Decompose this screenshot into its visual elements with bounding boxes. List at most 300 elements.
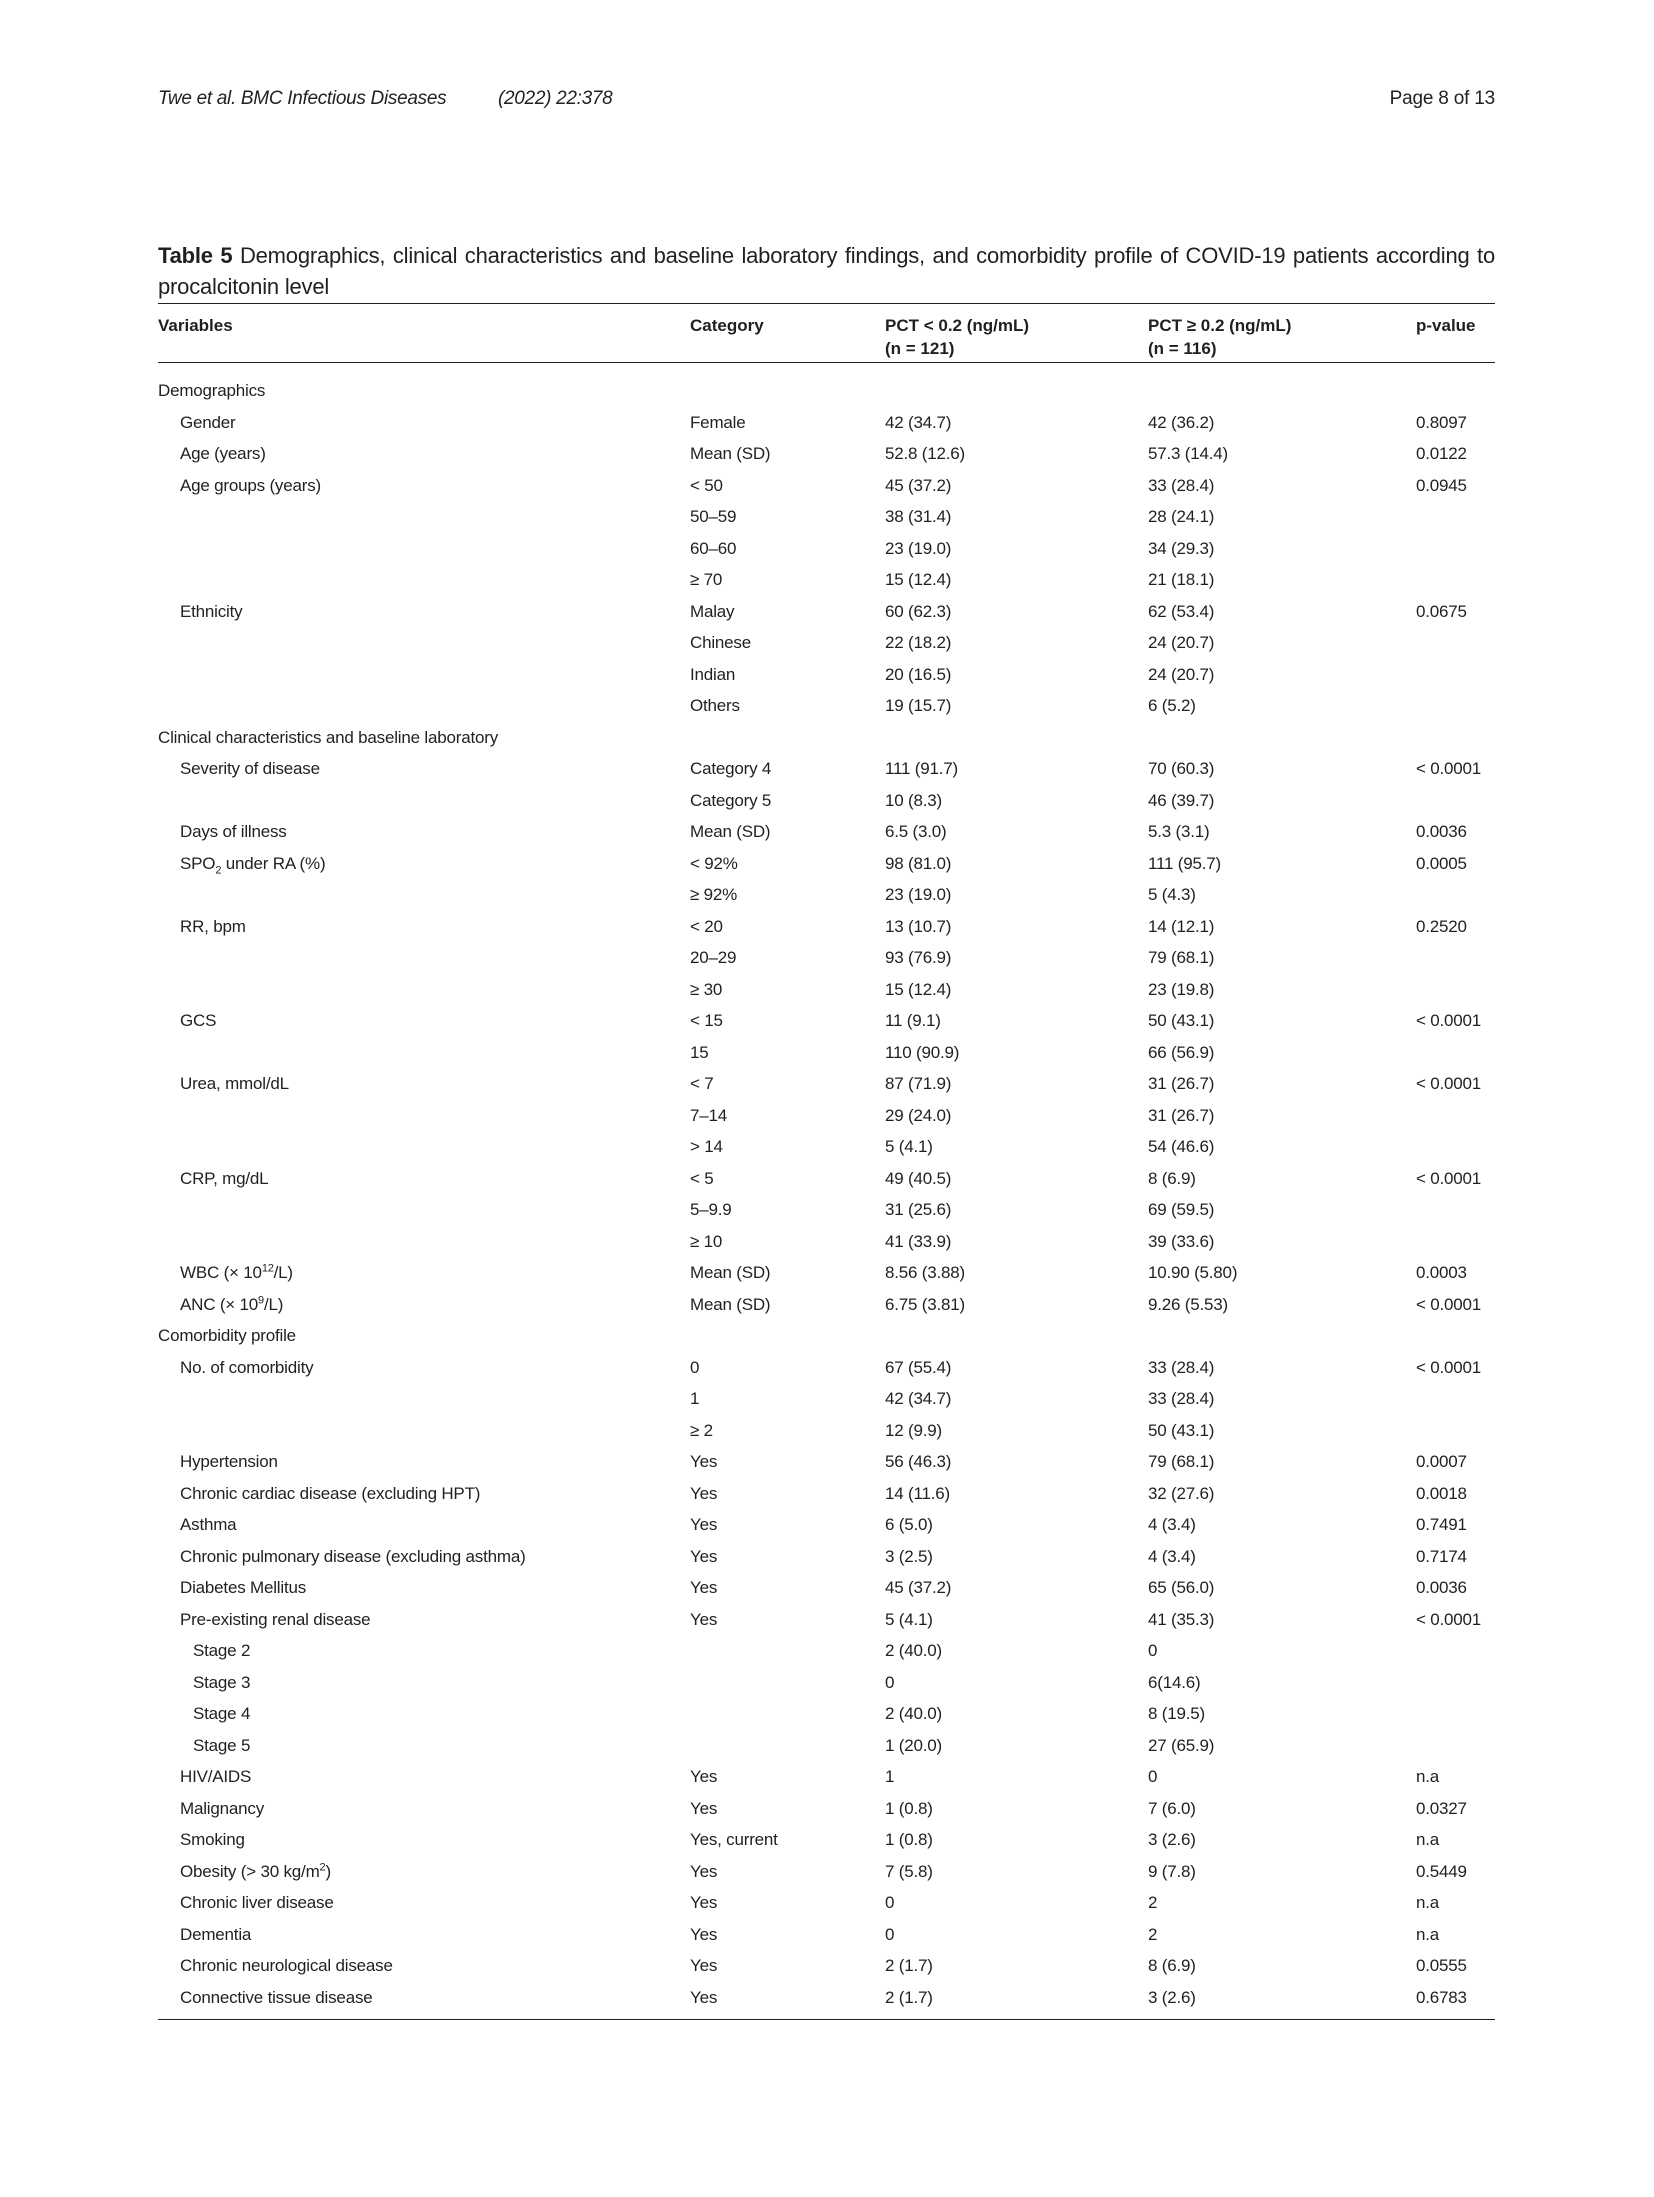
table-row (158, 1698, 1495, 1730)
pct-low-cell: 22 (18.2) (885, 633, 952, 652)
variable-text: Stage 4 (193, 1704, 251, 1723)
pct-high-cell: 79 (68.1) (1148, 948, 1215, 967)
variable-text: Chronic neurological disease (180, 1956, 393, 1975)
pct-high-cell: 2 (1148, 1924, 1158, 1944)
variable-cell (180, 1856, 331, 1888)
pct-high-cell: 4 (3.4) (1148, 1515, 1196, 1534)
p-value-cell: n.a (1416, 1924, 1440, 1944)
pct-high-cell: 32 (27.6) (1148, 1483, 1215, 1503)
pct-low-cell: 2 (40.0) (885, 1704, 942, 1723)
pct-high-cell: 8 (6.9) (1148, 1956, 1196, 1975)
table-row (158, 438, 1495, 470)
pct-high-cell: 24 (20.7) (1148, 664, 1215, 684)
table-row (158, 785, 1495, 817)
category-cell: 1 (690, 1389, 700, 1408)
pct-low-cell: 14 (11.6) (885, 1483, 950, 1503)
variable-text: RR, bpm (180, 916, 246, 936)
p-value-cell: 0.0555 (1416, 1956, 1467, 1975)
variable-text: Age (years) (180, 444, 266, 463)
pct-high-cell: 33 (28.4) (1148, 475, 1215, 495)
variable-text: Demographics (158, 381, 266, 400)
header-variables: Variables (158, 316, 233, 335)
variable-cell (180, 753, 320, 785)
pct-low-cell: 13 (10.7) (885, 916, 952, 936)
table-row (158, 501, 1495, 533)
pct-high-cell: 62 (53.4) (1148, 601, 1215, 621)
category-cell: Yes (690, 1987, 718, 2007)
table-row (158, 911, 1495, 943)
p-value-cell: n.a (1416, 1767, 1440, 1786)
category-cell: Yes (690, 1798, 718, 1818)
pct-low-cell: 2 (1.7) (885, 1956, 933, 1975)
variable-cell (180, 596, 242, 628)
section-heading (158, 375, 265, 407)
variable-text: Chronic pulmonary disease (excluding asthma) (180, 1546, 526, 1566)
variable-text: Chronic cardiac disease (excluding HPT) (180, 1483, 481, 1503)
p-value-cell: 0.0005 (1416, 853, 1467, 873)
table-row (158, 879, 1495, 911)
category-cell: Others (690, 696, 740, 715)
pct-low-cell: 10 (8.3) (885, 790, 942, 810)
table-row (158, 1635, 1495, 1667)
pct-low-cell: 12 (9.9) (885, 1420, 942, 1440)
p-value-cell: 0.7174 (1416, 1546, 1467, 1566)
variable-cell (180, 1352, 313, 1384)
table-row (158, 1824, 1495, 1856)
category-cell: 50–59 (690, 507, 737, 526)
category-cell: ≥ 10 (690, 1231, 723, 1251)
pct-high-cell: 111 (95.7) (1148, 853, 1221, 873)
category-cell: Mean (SD) (690, 1263, 771, 1282)
variable-cell (193, 1698, 250, 1730)
category-cell: Chinese (690, 633, 751, 652)
pct-low-cell: 0 (885, 1672, 895, 1692)
variable-text: HIV/AIDS (180, 1767, 252, 1786)
variable-cell (193, 1635, 250, 1667)
pct-low-cell: 111 (91.7) (885, 759, 958, 778)
pct-low-cell: 67 (55.4) (885, 1357, 952, 1377)
variable-text: Hypertension (180, 1452, 278, 1471)
variable-cell (180, 1478, 480, 1510)
category-cell: Mean (SD) (690, 822, 771, 841)
section-row (158, 375, 1495, 407)
p-value-cell: 0.0018 (1416, 1483, 1467, 1503)
variable-cell (180, 1887, 334, 1919)
citation: (2022) 22:378 (498, 88, 613, 109)
header-pct-low (885, 314, 1029, 360)
p-value-cell: < 0.0001 (1416, 1168, 1482, 1188)
variable-text: Gender (180, 412, 236, 432)
pct-low-cell: 1 (0.8) (885, 1830, 933, 1849)
pct-low-cell: 1 (20.0) (885, 1735, 942, 1755)
header-pct-low-n: (n = 121) (885, 339, 955, 358)
pct-low-cell: 6.5 (3.0) (885, 822, 947, 841)
variable-cell (180, 1793, 264, 1825)
category-cell: Yes (690, 1578, 718, 1597)
category-cell: Yes (690, 1767, 718, 1786)
pct-high-cell: 54 (46.6) (1148, 1137, 1215, 1156)
pct-low-cell: 93 (76.9) (885, 948, 952, 967)
header-category: Category (690, 316, 764, 335)
variable-cell (180, 438, 266, 470)
variable-cell (180, 1541, 526, 1573)
category-cell: 5–9.9 (690, 1200, 732, 1219)
variable-text-tail: /L) (273, 1263, 293, 1282)
variable-cell (180, 911, 246, 943)
table-row (158, 1289, 1495, 1321)
variable-cell (180, 1761, 251, 1793)
pct-high-cell: 28 (24.1) (1148, 507, 1215, 526)
pct-low-cell: 15 (12.4) (885, 570, 952, 589)
category-cell: Yes, current (690, 1830, 778, 1849)
category-cell: Yes (690, 1956, 718, 1975)
variable-cell (180, 407, 236, 439)
table-row (158, 659, 1495, 691)
p-value-cell: 0.0122 (1416, 444, 1467, 463)
pct-low-cell: 60 (62.3) (885, 601, 952, 621)
category-cell: ≥ 30 (690, 979, 723, 999)
table-row (158, 1037, 1495, 1069)
category-cell: Category 5 (690, 790, 772, 810)
p-value-cell: < 0.0001 (1416, 1011, 1482, 1030)
pct-high-cell: 8 (19.5) (1148, 1704, 1205, 1723)
variable-text: Dementia (180, 1924, 252, 1944)
category-cell: Yes (690, 1924, 718, 1944)
pct-low-cell: 31 (25.6) (885, 1200, 952, 1219)
pct-high-cell: 27 (65.9) (1148, 1735, 1215, 1755)
table-row (158, 1100, 1495, 1132)
category-cell: Yes (690, 1546, 718, 1566)
pct-high-cell: 4 (3.4) (1148, 1546, 1196, 1566)
variable-superscript: 12 (261, 1262, 274, 1275)
p-value-cell: 0.0036 (1416, 1578, 1467, 1597)
category-cell: < 5 (690, 1168, 714, 1188)
category-cell: ≥ 2 (690, 1420, 713, 1440)
pct-low-cell: 2 (40.0) (885, 1641, 942, 1660)
pct-high-cell: 6 (5.2) (1148, 696, 1196, 715)
table-row (158, 596, 1495, 628)
variable-subscript: 2 (215, 863, 222, 876)
category-cell: < 92% (690, 853, 738, 873)
pct-low-cell: 23 (19.0) (885, 538, 952, 558)
table-body (158, 363, 1495, 2019)
pct-high-cell: 5 (4.3) (1148, 885, 1196, 904)
table-row (158, 1068, 1495, 1100)
table-row (158, 1793, 1495, 1825)
table-header (158, 304, 1495, 362)
variable-text: WBC (× 10 (180, 1263, 262, 1282)
variable-text: Pre-existing renal disease (180, 1609, 371, 1629)
table-row (158, 1667, 1495, 1699)
table-row (158, 1509, 1495, 1541)
variable-cell (180, 1572, 306, 1604)
table-row (158, 1194, 1495, 1226)
pct-high-cell: 31 (26.7) (1148, 1105, 1215, 1125)
variable-cell (180, 848, 325, 880)
table-row (158, 1352, 1495, 1384)
pct-low-cell: 45 (37.2) (885, 475, 952, 495)
pct-high-cell: 42 (36.2) (1148, 412, 1215, 432)
pct-low-cell: 20 (16.5) (885, 664, 952, 684)
variable-text: Chronic liver disease (180, 1893, 334, 1912)
pct-low-cell: 23 (19.0) (885, 885, 952, 904)
variable-cell (180, 1950, 393, 1982)
pct-low-cell: 38 (31.4) (885, 507, 952, 526)
table-row (158, 1604, 1495, 1636)
pct-low-cell: 2 (1.7) (885, 1987, 933, 2007)
running-head (158, 88, 1495, 114)
variable-cell (180, 1604, 370, 1636)
table-row (158, 1887, 1495, 1919)
pct-low-cell: 6 (5.0) (885, 1515, 933, 1534)
category-cell: Yes (690, 1609, 718, 1629)
variable-text-tail: under RA (%) (221, 853, 326, 873)
variable-cell (180, 1289, 283, 1321)
variable-text: Malignancy (180, 1798, 264, 1818)
table-row (158, 1226, 1495, 1258)
p-value-cell: 0.0003 (1416, 1263, 1467, 1282)
pct-high-cell: 10.90 (5.80) (1148, 1263, 1238, 1282)
pct-low-cell: 3 (2.5) (885, 1546, 933, 1566)
p-value-cell: < 0.0001 (1416, 759, 1482, 778)
pct-high-cell: 7 (6.0) (1148, 1798, 1196, 1818)
header-pct-high-n: (n = 116) (1148, 339, 1217, 358)
p-value-cell: < 0.0001 (1416, 1074, 1482, 1093)
p-value-cell: 0.5449 (1416, 1861, 1467, 1881)
variable-cell (180, 1982, 373, 2014)
table-row (158, 1478, 1495, 1510)
p-value-cell: 0.7491 (1416, 1515, 1467, 1534)
pct-high-cell: 3 (2.6) (1148, 1987, 1196, 2007)
pct-low-cell: 41 (33.9) (885, 1231, 952, 1251)
variable-cell (180, 470, 321, 502)
category-cell: < 15 (690, 1011, 723, 1030)
table-row (158, 1761, 1495, 1793)
category-cell: Yes (690, 1483, 718, 1503)
journal-name: Twe et al. BMC Infectious Diseases (158, 88, 447, 109)
variable-cell (180, 1824, 245, 1856)
variable-cell (180, 1163, 268, 1195)
variable-cell (180, 1446, 278, 1478)
pct-low-cell: 49 (40.5) (885, 1168, 952, 1188)
section-heading (158, 722, 498, 754)
category-cell: Indian (690, 664, 736, 684)
table-label: Table 5 (158, 243, 233, 268)
header-pct-high-title: PCT ≥ 0.2 (ng/mL) (1148, 316, 1292, 335)
table-5 (158, 303, 1495, 2020)
variable-cell (193, 1667, 250, 1699)
pct-high-cell: 34 (29.3) (1148, 538, 1215, 558)
pct-high-cell: 50 (43.1) (1148, 1011, 1215, 1030)
pct-low-cell: 56 (46.3) (885, 1452, 952, 1471)
table-row (158, 533, 1495, 565)
variable-cell (180, 1509, 236, 1541)
pct-low-cell: 8.56 (3.88) (885, 1263, 966, 1282)
variable-text: Smoking (180, 1830, 245, 1849)
category-cell: 60–60 (690, 538, 737, 558)
p-value-cell: 0.0036 (1416, 822, 1467, 841)
pct-high-cell: 31 (26.7) (1148, 1074, 1215, 1093)
pct-high-cell: 5.3 (3.1) (1148, 822, 1210, 841)
category-cell: Yes (690, 1893, 718, 1912)
pct-high-cell: 6(14.6) (1148, 1672, 1201, 1692)
pct-low-cell: 45 (37.2) (885, 1578, 952, 1597)
variable-text: No. of comorbidity (180, 1357, 314, 1377)
pct-high-cell: 9.26 (5.53) (1148, 1294, 1229, 1314)
variable-text-tail: ) (325, 1861, 331, 1881)
pct-high-cell: 8 (6.9) (1148, 1168, 1196, 1188)
table-row (158, 470, 1495, 502)
table-row (158, 1730, 1495, 1762)
table-row (158, 1856, 1495, 1888)
variable-text: Age groups (years) (180, 475, 321, 495)
category-cell: Mean (SD) (690, 1294, 771, 1314)
pct-low-cell: 11 (9.1) (885, 1011, 941, 1030)
header-pct-low-title: PCT < 0.2 (ng/mL) (885, 316, 1030, 335)
p-value-cell: < 0.0001 (1416, 1609, 1482, 1629)
p-value-cell: 0.0675 (1416, 601, 1467, 621)
variable-cell (180, 1005, 216, 1037)
pct-high-cell: 9 (7.8) (1148, 1861, 1196, 1881)
table-row (158, 848, 1495, 880)
pct-high-cell: 79 (68.1) (1148, 1452, 1215, 1471)
pct-low-cell: 6.75 (3.81) (885, 1294, 966, 1314)
variable-text: Stage 3 (193, 1672, 251, 1692)
table-row (158, 1415, 1495, 1447)
pct-high-cell: 0 (1148, 1767, 1158, 1786)
variable-text: Asthma (180, 1515, 237, 1534)
variable-text-tail: /L) (263, 1294, 284, 1314)
table-row (158, 564, 1495, 596)
variable-text: Comorbidity profile (158, 1326, 296, 1345)
variable-text: Stage 5 (193, 1735, 251, 1755)
pct-low-cell: 5 (4.1) (885, 1609, 933, 1629)
pct-high-cell: 2 (1148, 1893, 1158, 1912)
variable-text: Diabetes Mellitus (180, 1578, 307, 1597)
category-cell: < 20 (690, 916, 723, 936)
category-cell: Mean (SD) (690, 444, 771, 463)
variable-superscript: 9 (258, 1293, 264, 1306)
category-cell: 7–14 (690, 1105, 728, 1125)
pct-high-cell: 66 (56.9) (1148, 1042, 1215, 1062)
category-cell: 0 (690, 1357, 700, 1377)
variable-cell (193, 1730, 250, 1762)
p-value-cell: 0.6783 (1416, 1987, 1467, 2007)
pct-high-cell: 46 (39.7) (1148, 790, 1215, 810)
pct-high-cell: 0 (1148, 1641, 1158, 1660)
category-cell: < 50 (690, 475, 723, 495)
header-p-value: p-value (1416, 316, 1476, 335)
variable-text: Ethnicity (180, 601, 243, 621)
category-cell: > 14 (690, 1137, 723, 1156)
category-cell: Yes (690, 1861, 718, 1881)
pct-high-cell: 70 (60.3) (1148, 759, 1215, 778)
pct-low-cell: 1 (0.8) (885, 1798, 933, 1818)
header-pct-high (1148, 314, 1291, 360)
variable-text: Connective tissue disease (180, 1987, 373, 2007)
table-caption-text: Demographics, clinical characteristics and baseline laboratory findings, and comorbidity profile of COVID-19 patients according to procalcitonin level (158, 243, 1495, 299)
table-row (158, 974, 1495, 1006)
section-row (158, 1320, 1495, 1352)
category-cell: ≥ 70 (690, 570, 723, 589)
table-row (158, 1982, 1495, 2014)
table-row (158, 942, 1495, 974)
category-cell: Yes (690, 1515, 718, 1534)
variable-text: CRP, mg/dL (180, 1168, 269, 1188)
pct-high-cell: 69 (59.5) (1148, 1200, 1215, 1219)
pct-low-cell: 98 (81.0) (885, 853, 952, 873)
p-value-cell: 0.0327 (1416, 1798, 1467, 1818)
bottom-rule (158, 2019, 1495, 2020)
p-value-cell: 0.0945 (1416, 475, 1467, 495)
pct-high-cell: 21 (18.1) (1148, 570, 1215, 589)
variable-cell (180, 1919, 251, 1951)
pct-low-cell: 29 (24.0) (885, 1105, 952, 1125)
category-cell: 15 (690, 1042, 709, 1062)
p-value-cell: 0.0007 (1416, 1452, 1467, 1471)
variable-text: Clinical characteristics and baseline laboratory (158, 727, 499, 747)
variable-cell (180, 816, 287, 848)
table-row (158, 407, 1495, 439)
pct-low-cell: 1 (885, 1767, 895, 1786)
table-row (158, 1131, 1495, 1163)
pct-low-cell: 52.8 (12.6) (885, 444, 966, 463)
variable-text: GCS (180, 1011, 217, 1030)
pct-high-cell: 50 (43.1) (1148, 1420, 1215, 1440)
p-value-cell: n.a (1416, 1893, 1440, 1912)
table-row (158, 753, 1495, 785)
page-number: Page 8 of 13 (1389, 88, 1495, 109)
variable-text: SPO (180, 853, 216, 873)
table-row (158, 1383, 1495, 1415)
variable-text: Urea, mmol/dL (180, 1074, 289, 1093)
table-row (158, 1919, 1495, 1951)
pct-high-cell: 39 (33.6) (1148, 1231, 1215, 1251)
p-value-cell: 0.8097 (1416, 412, 1467, 432)
variable-text: Days of illness (180, 822, 287, 841)
variable-text: ANC (× 10 (180, 1294, 259, 1314)
pct-high-cell: 14 (12.1) (1148, 916, 1215, 936)
table-row (158, 1541, 1495, 1573)
pct-high-cell: 24 (20.7) (1148, 633, 1215, 652)
table-row (158, 1163, 1495, 1195)
category-cell: Yes (690, 1452, 718, 1471)
pct-low-cell: 19 (15.7) (885, 696, 952, 715)
variable-cell (180, 1068, 289, 1100)
category-cell: < 7 (690, 1074, 714, 1093)
section-row (158, 722, 1495, 754)
pct-low-cell: 5 (4.1) (885, 1137, 933, 1156)
table-row (158, 1257, 1495, 1289)
pct-low-cell: 42 (34.7) (885, 412, 952, 432)
pct-high-cell: 33 (28.4) (1148, 1389, 1215, 1408)
pct-low-cell: 42 (34.7) (885, 1389, 952, 1408)
variable-superscript: 2 (319, 1860, 326, 1873)
table-row (158, 690, 1495, 722)
pct-high-cell: 65 (56.0) (1148, 1578, 1215, 1597)
table-row (158, 627, 1495, 659)
pct-high-cell: 57.3 (14.4) (1148, 444, 1229, 463)
section-heading (158, 1320, 296, 1352)
table-row (158, 816, 1495, 848)
category-cell: Category 4 (690, 759, 772, 778)
table-row (158, 1572, 1495, 1604)
variable-text: Severity of disease (180, 759, 320, 778)
pct-high-cell: 41 (35.3) (1148, 1609, 1215, 1629)
table-row (158, 1446, 1495, 1478)
pct-high-cell: 3 (2.6) (1148, 1830, 1196, 1849)
pct-high-cell: 23 (19.8) (1148, 979, 1215, 999)
